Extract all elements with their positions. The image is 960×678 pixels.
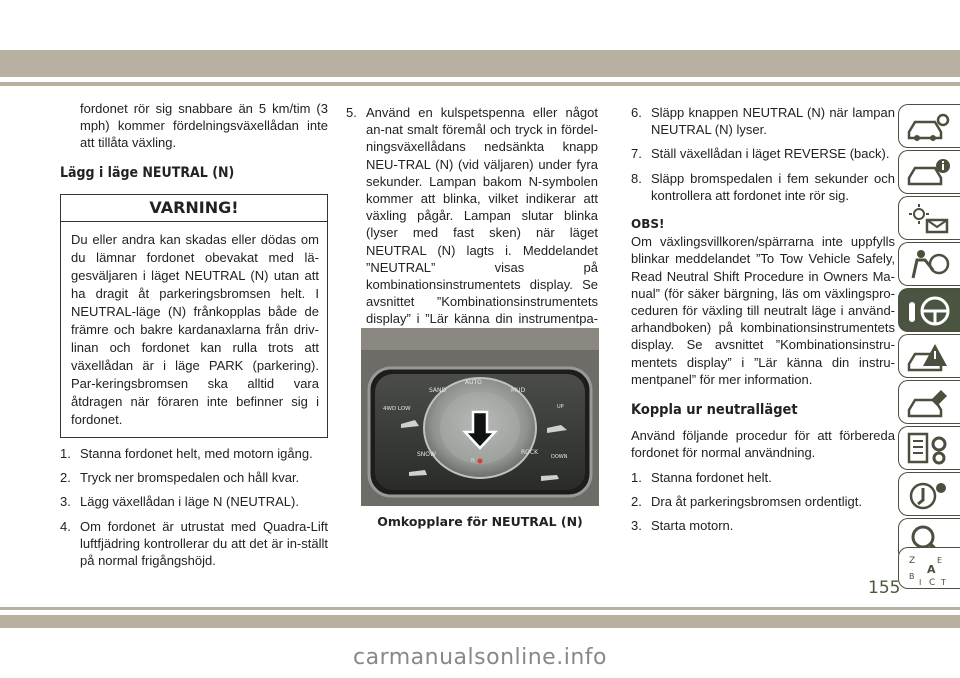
svg-text:T: T	[941, 578, 946, 587]
mode-snow-label: SNOW	[417, 451, 436, 458]
mode-4wd-low-label: 4WD LOW	[383, 406, 411, 412]
mode-sand-label: SAND	[429, 387, 447, 394]
specs-gear-icon	[905, 432, 953, 466]
neutral-n-label: N	[471, 458, 475, 464]
car-info-icon	[905, 156, 953, 190]
column-3	[631, 104, 895, 534]
warning-lights-icon	[905, 202, 953, 236]
tools-icon	[905, 386, 953, 420]
column-1	[60, 100, 328, 569]
list-item: 7. Ställ växellådan i läget REVERSE (back).	[631, 146, 890, 162]
steps-list-3	[631, 104, 895, 204]
svg-text:B: B	[909, 572, 915, 581]
airbag-safety-icon	[905, 248, 953, 282]
steps-list-4	[631, 469, 895, 535]
steps-list-1	[60, 445, 328, 569]
tab-airbag-safety[interactable]	[898, 242, 960, 286]
watermark-text: carmanualsonline.info	[353, 645, 607, 670]
list-item: 1. Stanna fordonet helt.	[631, 469, 772, 485]
tab-warning-lights[interactable]	[898, 196, 960, 240]
warning-title: VARNING!	[61, 195, 327, 222]
disengage-intro: Använd följande procedur för att förbereda fordonet för normal användning.	[631, 428, 895, 461]
language-index-icon	[905, 553, 953, 587]
top-band	[0, 50, 960, 77]
svg-text:Z: Z	[909, 556, 916, 566]
tab-multimedia[interactable]	[898, 472, 960, 516]
note-title: OBS!	[631, 217, 665, 232]
tab-car-info[interactable]	[898, 150, 960, 194]
intro-text: fordonet rör sig snabbare än 5 km/tim (3 mph) kommer fördelningsväxellådan inte att tillåta växling.	[80, 101, 328, 151]
note-text: Om växlingsvillkoren/spärrarna inte uppfylls blinkar meddelandet ”To Tow Vehicle Safely, Read Neutral Shift Procedure in Owners Ma-nual” (för säker bärgning, läs om växlingspro-ceduren för växling till neutralt läge i använd-arhandboken) på kombinationsinstrumentets display. Se avsnittet ”Kombinationsinstru-mentets display” i ”Lär känna din instru-mentpanel” för mer information.	[631, 234, 895, 387]
list-item: 2. Dra åt parkeringsbromsen ordentligt.	[631, 493, 862, 509]
list-item: 5. Använd en kulspetspenna eller något an-nat smalt föremål och tryck in fördel-ningsväxellådans nedsänkta knapp NEU-TRAL (N) (vid väljaren) under fyra sekunder. Lampan bakom N-symbolen kommer att blinka, vilket indikerar att växling pågår. Lampan slutar blinka (lyser med fast sken) när läget NEUTRAL (N) lagts i. Meddelandet ”NEUTRAL” visas på kombinationsinstrumentets display. Se avsnittet ”Kombinationsinstrumentets display” i ”Lär känna din instrumentpa-	[346, 105, 598, 327]
section-heading-neutral: Lägg i läge NEUTRAL (N)	[60, 164, 235, 181]
tab-emergency[interactable]	[898, 334, 960, 378]
svg-text:A: A	[927, 563, 936, 576]
bottom-band	[0, 615, 960, 628]
mode-auto-label: AUTO	[465, 379, 482, 386]
steering-wheel-icon	[905, 294, 953, 328]
column-2	[346, 104, 598, 345]
list-item: 3. Lägg växellådan i läge N (NEUTRAL).	[60, 494, 299, 510]
multimedia-icon	[905, 478, 953, 512]
tab-tools[interactable]	[898, 380, 960, 424]
emergency-icon	[905, 340, 953, 374]
warning-box	[60, 194, 328, 438]
page-number: 155	[868, 578, 901, 598]
mode-rock-label: ROCK	[521, 449, 539, 456]
bottom-rule	[0, 607, 960, 610]
svg-text:I: I	[919, 578, 922, 587]
steps-list-2	[346, 104, 598, 345]
car-key-icon	[905, 110, 953, 144]
svg-text:E: E	[937, 556, 943, 565]
list-item: 2. Tryck ner bromspedalen och håll kvar.	[60, 470, 300, 486]
list-item: 3. Starta motorn.	[631, 518, 734, 534]
photo-caption: Omkopplare för NEUTRAL (N)	[377, 514, 583, 529]
list-item: 6. Släpp knappen NEUTRAL (N) när lampan NEUTRAL (N) lyser.	[631, 105, 895, 138]
section-heading-disengage: Koppla ur neutralläget	[631, 402, 798, 419]
tab-specs[interactable]	[898, 426, 960, 470]
list-item: 4. Om fordonet är utrustat med Quadra-Lift luftfjädring kontrollerar du att det är in-ställt på normal frigångshöjd.	[60, 518, 328, 569]
list-item: 8. Släpp bromspedalen i fem sekunder och kontrollera att fordonet inte rör sig.	[631, 170, 895, 203]
tab-car-key[interactable]	[898, 104, 960, 148]
height-down-label: DOWN	[551, 454, 568, 460]
tab-language-index[interactable]	[898, 547, 960, 589]
svg-text:C: C	[929, 578, 936, 587]
mode-mud-label: MUD	[511, 387, 526, 394]
height-up-label: UP	[557, 404, 564, 410]
neutral-switch-photo	[361, 328, 599, 506]
warning-body: Du eller andra kan skadas eller dödas om du lämnar fordonet obevakat med lä-gesväljaren i läget NEUTRAL (N) utan att ha dragit åt parkeringsbromsen helt. I NEUTRAL-läge (N) frånkopplas både de främre och bakre kardanaxlarna från driv-linan och fordonet kan rulla trots att växellådan är i läge PARK (parkering). Par-keringsbromsen ska alltid vara åtdragen när föraren inte befinner sig i fordonet.	[71, 232, 319, 428]
list-item: 1. Stanna fordonet helt, med motorn igång.	[60, 446, 313, 462]
tab-steering-wheel[interactable]	[898, 288, 960, 332]
top-rule	[0, 82, 960, 86]
